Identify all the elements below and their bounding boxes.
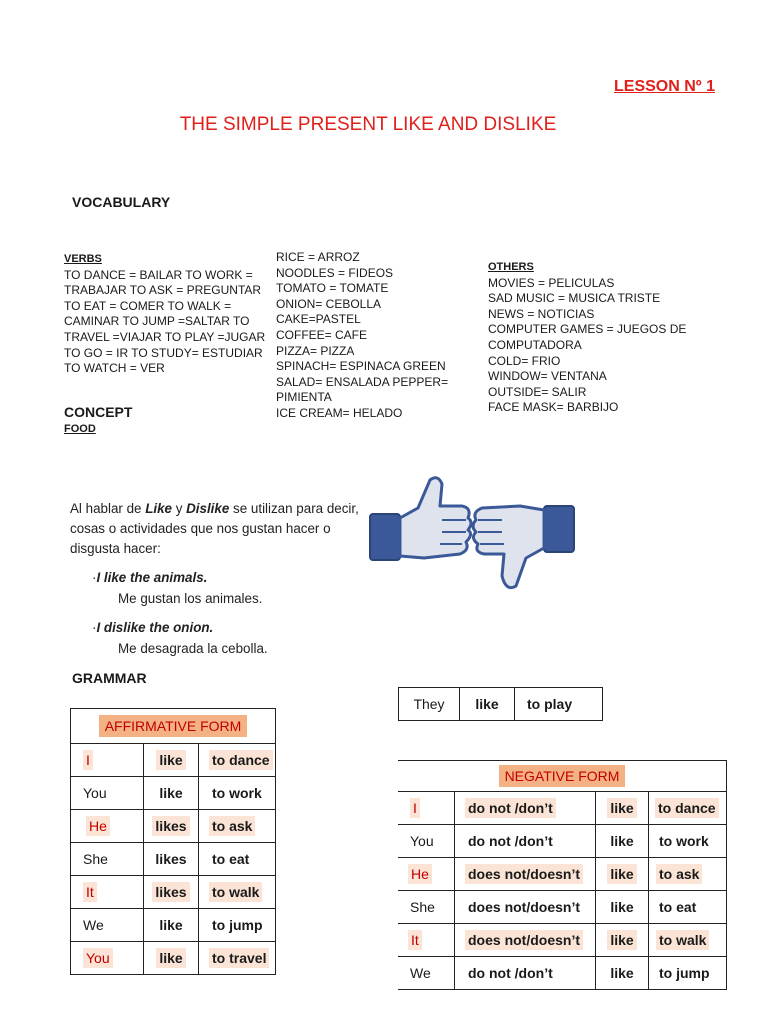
complement: to jump xyxy=(659,965,710,981)
grammar-heading: GRAMMAR xyxy=(72,670,147,686)
vocabulary-heading: VOCABULARY xyxy=(72,194,171,210)
table-cell xyxy=(199,909,276,942)
table-cell xyxy=(71,777,144,810)
table-cell xyxy=(596,957,649,990)
table-cell xyxy=(144,843,199,876)
table-row xyxy=(71,876,276,909)
subject: You xyxy=(83,948,113,968)
complement: to ask xyxy=(209,816,255,836)
table-cell xyxy=(649,825,727,858)
table-row xyxy=(398,825,727,858)
table-cell xyxy=(199,843,276,876)
subject: They xyxy=(413,696,445,712)
table-row xyxy=(398,792,727,825)
table-cell xyxy=(649,858,727,891)
affirmative-title-cell xyxy=(71,709,276,744)
subject: He xyxy=(86,816,110,836)
subject: We xyxy=(83,917,104,933)
table-cell xyxy=(455,957,596,990)
bullet: · xyxy=(92,620,97,635)
complement: to travel xyxy=(209,948,269,968)
table-cell xyxy=(398,924,455,957)
intro-text: y xyxy=(171,501,187,516)
verb: like xyxy=(610,833,634,849)
translation-2: Me desagrada la cebolla. xyxy=(118,641,268,656)
subject: I xyxy=(410,798,420,818)
table-cell xyxy=(398,825,455,858)
subject: You xyxy=(83,785,107,801)
table-cell xyxy=(144,810,199,843)
table-cell xyxy=(199,744,276,777)
food-item: COFFEE= CAFE xyxy=(276,327,368,342)
table-cell xyxy=(399,688,460,721)
table-cell xyxy=(596,924,649,957)
thumbs-up-icon xyxy=(370,478,471,560)
table-cell xyxy=(649,891,727,924)
table-cell xyxy=(455,858,596,891)
auxiliary: do not /don’t xyxy=(468,965,553,981)
table-cell xyxy=(398,891,455,924)
table-cell xyxy=(455,924,596,957)
example-sentence: I dislike the onion. xyxy=(96,620,214,635)
intro-text: se utilizan para decir, cosas o actividades que nos gustan hacer o disgusta hacer: xyxy=(70,501,359,556)
table-row xyxy=(398,891,727,924)
complement: to walk xyxy=(656,930,709,950)
table-cell xyxy=(144,909,199,942)
complement: to eat xyxy=(659,899,697,915)
table-row xyxy=(71,810,276,843)
food-item: NOODLES = FIDEOS xyxy=(276,265,394,280)
table-cell xyxy=(144,876,199,909)
verbs-heading: VERBS xyxy=(64,253,102,265)
verb: like xyxy=(475,696,499,712)
table-cell xyxy=(398,957,455,990)
table-row xyxy=(399,688,603,721)
table-row xyxy=(71,843,276,876)
negative-table xyxy=(398,760,727,990)
example-sentence: I like the animals. xyxy=(96,570,208,585)
verb: like xyxy=(159,917,183,933)
verbs-text: TO DANCE = BAILAR TO WORK = TRABAJAR TO ASK = PREGUNTAR TO EAT = COMER TO WALK = CAMINAR TO JUMP =SALTAR TO TRAVEL =VIAJAR TO PLAY =JUGAR TO GO = IR TO STUDY= ESTUDIAR TO WATCH = VER xyxy=(64,267,266,376)
auxiliary: do not /don’t xyxy=(465,798,556,818)
bullet: · xyxy=(92,570,97,585)
verb: like xyxy=(610,899,634,915)
subject: You xyxy=(410,833,434,849)
example-1 xyxy=(92,570,207,585)
table-row xyxy=(71,942,276,975)
table-row xyxy=(71,744,276,777)
table-row xyxy=(71,777,276,810)
food-item: PIMIENTA xyxy=(276,390,332,405)
table-cell xyxy=(649,792,727,825)
concept-heading: CONCEPT xyxy=(64,404,133,420)
auxiliary: does not/doesn’t xyxy=(468,899,580,915)
others-heading: OTHERS xyxy=(488,261,534,273)
complement: to dance xyxy=(655,798,719,818)
table-cell xyxy=(460,688,515,721)
complement: to play xyxy=(527,696,573,712)
complement: to ask xyxy=(656,864,702,884)
others-item: COMPUTADORA xyxy=(488,337,582,352)
table-cell xyxy=(71,810,144,843)
verb: like xyxy=(610,965,634,981)
they-table xyxy=(398,687,603,721)
table-row xyxy=(71,909,276,942)
complement: to eat xyxy=(212,851,250,867)
table-cell xyxy=(199,876,276,909)
table-cell xyxy=(71,843,144,876)
others-item: WINDOW= VENTANA xyxy=(488,369,607,384)
subject: It xyxy=(83,882,97,902)
thumbs-down-icon xyxy=(473,506,574,588)
complement: to walk xyxy=(209,882,262,902)
subject: She xyxy=(410,899,435,915)
food-label: FOOD xyxy=(64,423,96,435)
table-cell xyxy=(199,810,276,843)
negative-title-cell xyxy=(398,761,727,792)
food-item: SPINACH= ESPINACA GREEN xyxy=(276,359,446,374)
like-word: Like xyxy=(145,501,172,516)
others-item: FACE MASK= BARBIJO xyxy=(488,400,619,415)
verb: like xyxy=(607,930,636,950)
table-row xyxy=(398,924,727,957)
complement: to work xyxy=(659,833,709,849)
subject: I xyxy=(83,750,93,770)
table-cell xyxy=(398,792,455,825)
dislike-word: Dislike xyxy=(186,501,230,516)
food-list xyxy=(276,250,471,422)
table-cell xyxy=(199,942,276,975)
others-item: COLD= FRIO xyxy=(488,353,561,368)
concept-intro xyxy=(70,499,360,559)
food-item: TOMATO = TOMATE xyxy=(276,281,389,296)
intro-text: Al hablar de xyxy=(70,501,146,516)
verb: likes xyxy=(152,882,189,902)
auxiliary: does not/doesn’t xyxy=(465,864,583,884)
verb: like xyxy=(156,750,185,770)
food-item: SALAD= ENSALADA PEPPER= xyxy=(276,374,449,389)
affirmative-table xyxy=(70,708,276,975)
table-cell xyxy=(199,777,276,810)
table-cell xyxy=(596,792,649,825)
table-cell xyxy=(455,891,596,924)
complement: to jump xyxy=(212,917,263,933)
table-row xyxy=(398,858,727,891)
table-cell xyxy=(649,924,727,957)
table-row xyxy=(71,709,276,744)
table-cell xyxy=(71,942,144,975)
food-item: ICE CREAM= HELADO xyxy=(276,405,403,420)
table-cell xyxy=(71,909,144,942)
food-item: RICE = ARROZ xyxy=(276,250,360,264)
subject: She xyxy=(83,851,108,867)
table-cell xyxy=(144,942,199,975)
food-item: ONION= CEBOLLA xyxy=(276,296,382,311)
example-2 xyxy=(92,620,213,635)
food-item: CAKE=PASTEL xyxy=(276,312,361,327)
table-cell xyxy=(455,792,596,825)
table-cell xyxy=(71,876,144,909)
others-item: MOVIES = PELICULAS xyxy=(488,275,615,290)
table-cell xyxy=(649,957,727,990)
others-item: COMPUTER GAMES = JUEGOS DE xyxy=(488,322,687,337)
others-list xyxy=(488,260,718,416)
table-cell xyxy=(144,777,199,810)
table-row xyxy=(398,957,727,990)
negative-title: NEGATIVE FORM xyxy=(499,765,626,787)
others-item: NEWS = NOTICIAS xyxy=(488,306,595,321)
table-cell xyxy=(596,825,649,858)
table-cell xyxy=(596,858,649,891)
verbs-list xyxy=(64,252,274,377)
table-row xyxy=(398,761,727,792)
auxiliary: do not /don’t xyxy=(468,833,553,849)
table-cell xyxy=(71,744,144,777)
verb: likes xyxy=(152,816,189,836)
complement: to dance xyxy=(209,750,273,770)
others-item: OUTSIDE= SALIR xyxy=(488,384,587,399)
subject: We xyxy=(410,965,431,981)
verb: like xyxy=(607,798,636,818)
verb: like xyxy=(156,948,185,968)
table-cell xyxy=(455,825,596,858)
table-cell xyxy=(515,688,603,721)
translation-1: Me gustan los animales. xyxy=(118,591,263,606)
others-item: SAD MUSIC = MUSICA TRISTE xyxy=(488,291,661,306)
auxiliary: does not/doesn’t xyxy=(465,930,583,950)
complement: to work xyxy=(212,785,262,801)
verb: like xyxy=(159,785,183,801)
table-cell xyxy=(596,891,649,924)
subject: It xyxy=(408,930,422,950)
food-item: PIZZA= PIZZA xyxy=(276,343,355,358)
thumbs-up-down-icon xyxy=(366,472,580,596)
verb: likes xyxy=(155,851,187,867)
subject: He xyxy=(408,864,432,884)
table-cell xyxy=(398,858,455,891)
affirmative-title: AFFIRMATIVE FORM xyxy=(99,715,248,737)
verb: like xyxy=(607,864,636,884)
page-title: THE SIMPLE PRESENT LIKE AND DISLIKE xyxy=(179,114,557,135)
lesson-number: LESSON Nº 1 xyxy=(614,78,715,95)
table-cell xyxy=(144,744,199,777)
